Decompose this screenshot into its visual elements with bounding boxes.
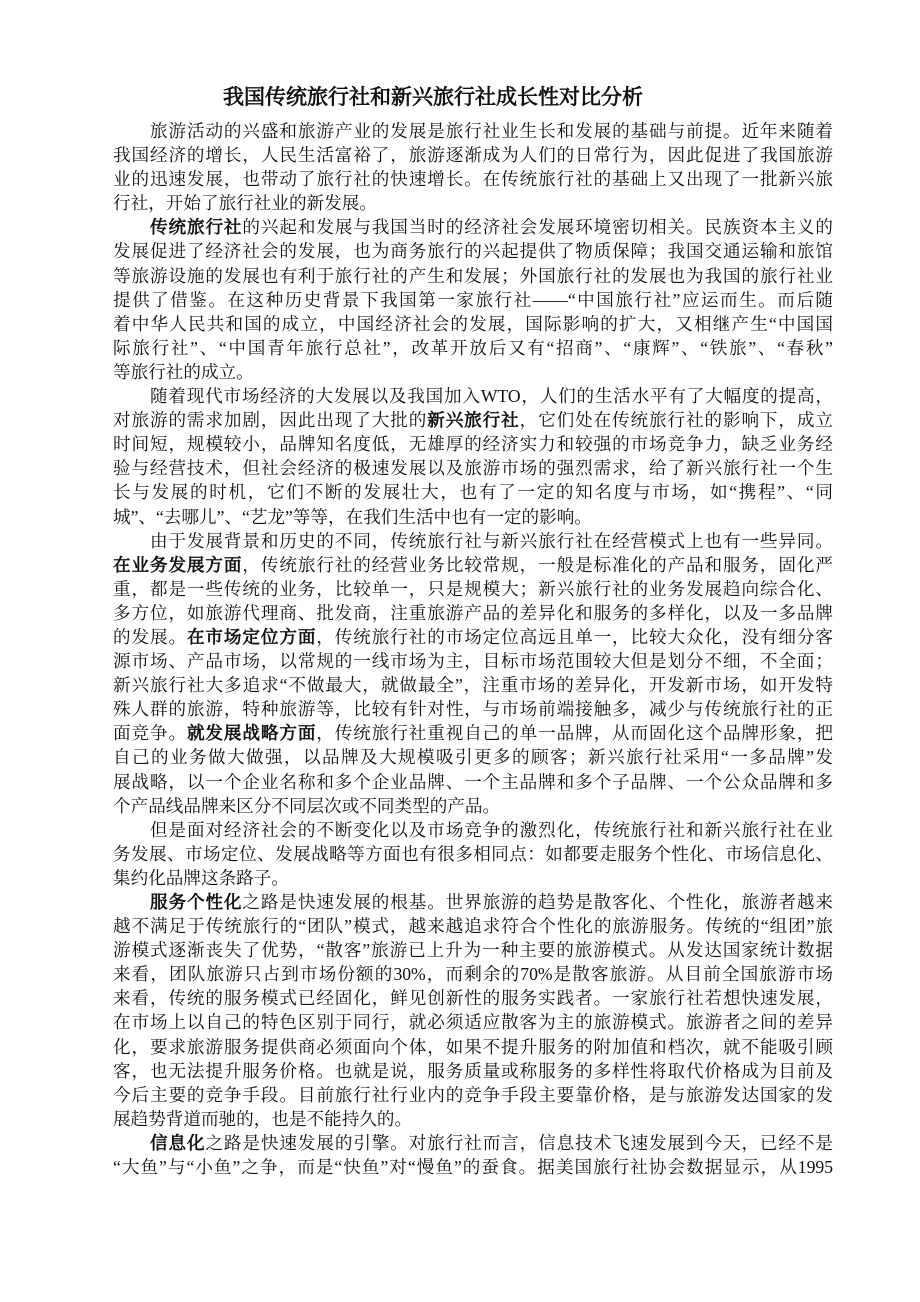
text-line [113,480,833,504]
bold-keyword: 信息化 [150,1133,206,1154]
text-line [113,553,833,577]
bold-keyword: 在市场定位方面 [186,627,317,648]
text-segment: 务发展、市场定位、发展战略等方面也有很多相同点：如都要走服务个性化、市场信息化、 [113,843,833,864]
bold-keyword: 在业务发展方面 [113,555,243,576]
text-segment: 着中华人民共和国的成立，中国经济社会的发展，国际影响的扩大，又相继产生“中国国 [113,313,833,334]
bold-keyword: 新兴旅行社 [427,411,520,432]
text-segment: 展战略，以一个企业名称和多个企业品牌、一个主品牌和多个子品牌、一个公众品牌和多 [113,771,833,792]
text-line [113,1010,833,1034]
document-title: 我国传统旅行社和新兴旅行社成长性对比分析 [223,85,643,109]
text-segment: 验与经营技术，但社会经济的极速发展以及旅游市场的强烈需求，给了新兴旅行社一个生 [113,458,833,479]
text-segment: 等旅行社的成立。 [113,361,254,382]
text-segment: 由于发展背景和历史的不同，传统旅行社与新兴旅行社在经营模式上也有一些异同。 [150,530,833,551]
text-segment: 提供了借鉴。在这种历史背景下我国第一家旅行社——“中国旅行社”应运而生。而后随 [113,289,833,310]
text-segment: ，传统旅行社的市场定位高远且单一，比较大众化，没有细分客 [316,626,833,647]
bold-keyword: 服务个性化 [150,893,243,913]
text-segment: 业的迅速发展，也带动了旅行社的快速增长。在传统旅行社的基础上又出现了一批新兴旅 [113,169,833,190]
text-line [113,986,833,1010]
text-segment: 城”、“去哪儿”、“艺龙”等等，在我们生活中也有一定的影响。 [113,506,592,527]
text-line [113,794,833,818]
text-line [113,962,833,986]
text-segment: 面竞争。 [113,723,187,744]
text-segment: 之路是快速发展的根基。世界旅游的趋势是散客化、个性化，旅游者越来 [242,892,833,912]
text-segment: 源市场、产品市场，以常规的一线市场为主，目标市场范围较大但是划分不细，不全面； [113,651,833,672]
text-line [113,336,833,360]
text-line [113,408,833,432]
text-segment: 长与发展的时机，它们不断的发展壮大，也有了一定的知名度与市场，如“携程”、“同 [113,482,833,503]
text-segment: 际旅行社”、“中国青年旅行总社”，改革开放后又有“招商”、“康辉”、“铁旅”、“春秋” [113,337,833,358]
text-segment: 重，都是一些传统的业务，比较单一，只是规模大；新兴旅行社的业务发展趋向综合化、 [113,578,833,599]
text-segment: 个产品线品牌来区分不同层次或不同类型的产品。 [113,795,501,816]
text-segment: 殊人群的旅游，特种旅游等，比较有针对性，与市场前端接触多，减少与传统旅行社的正 [113,699,833,720]
text-segment: 的发展。 [113,626,187,647]
text-line [113,745,833,769]
text-segment: 之路是快速发展的引擎。对旅行社而言，信息技术飞速发展到今天，已经不是 [205,1132,833,1153]
text-segment: “大鱼”与“小鱼”之争，而是“快鱼”对“慢鱼”的蚕食。据美国旅行社协会数据显示，从1995 [113,1157,833,1178]
text-line [113,721,833,745]
text-line [113,1059,833,1083]
text-segment: 展趋势背道而驰的，也是不能持久的。 [113,1108,413,1129]
text-line [113,770,833,794]
text-line [113,890,833,914]
bold-keyword: 就发展战略方面 [186,724,317,745]
text-line [113,264,833,288]
text-line [113,143,833,167]
text-line [113,1155,833,1179]
text-segment: 自己的业务做大做强，以品牌及大规模吸引更多的顾客；新兴旅行社采用“一多品牌”发 [113,747,833,768]
text-line [113,649,833,673]
text-segment: 发展促进了经济社会的发展，也为商务旅行的兴起提供了物质保障；我国交通运输和旅馆 [113,241,833,262]
text-segment: 化，要求旅游服务提供商必须面向个体，如果不提升服务的附加值和档次，就不能吸引顾 [113,1036,833,1057]
text-line [113,914,833,938]
text-line [113,577,833,601]
text-segment: 的兴起和发展与我国当时的经济社会发展环境密切相关。民族资本主义的 [242,217,833,238]
text-segment: 但是面对经济社会的不断变化以及市场竞争的激烈化，传统旅行社和新兴旅行社在业 [150,819,833,840]
text-line [113,866,833,890]
text-line [113,1083,833,1107]
text-segment: 集约化品牌这条路子。 [113,867,289,888]
text-segment: ，传统旅行社的经营业务比较常规，一般是标准化的产品和服务，固化严 [242,554,833,575]
text-line [113,432,833,456]
text-line [113,818,833,842]
text-segment: 旅游活动的兴盛和旅游产业的发展是旅行社业生长和发展的基础与前提。近年来随着 [150,121,833,141]
text-line [113,312,833,336]
text-segment: 我国经济的增长，人民生活富裕了，旅游逐渐成为人们的日常行为，因此促进了我国旅游 [113,145,833,166]
text-line [113,384,833,408]
text-line [113,697,833,721]
text-segment: 来看，传统的服务模式已经固化，鲜见创新性的服务实践者。一家旅行社若想快速发展， [113,988,833,1009]
text-line [113,505,833,529]
text-segment: 行社，开始了旅行社业的新发展。 [113,193,377,214]
text-segment: 等旅游设施的发展也有利于旅行社的产生和发展；外国旅行社的发展也为我国的旅行社业 [113,265,833,286]
text-segment: 多方位，如旅游代理商、批发商，注重旅游产品的差异化和服务的多样化，以及一多品牌 [113,602,833,623]
text-line [113,938,833,962]
text-line [113,842,833,866]
text-segment: 对旅游的需求加剧，因此出现了大批的 [113,410,428,431]
text-line [113,1035,833,1059]
text-line [113,456,833,480]
text-line [113,601,833,625]
document-body [113,119,833,1179]
text-line [113,288,833,312]
text-line [113,673,833,697]
text-line [113,167,833,191]
text-segment: ，它们处在传统旅行社的影响下，成立 [519,410,833,431]
bold-keyword: 传统旅行社 [150,218,243,239]
text-line [113,191,833,215]
text-line [113,529,833,553]
text-segment: 随着现代市场经济的大发展以及我国加入WTO，人们的生活水平有了大幅度的提高， [150,386,833,407]
text-segment: 客，也无法提升服务价格。也就是说，服务质量或称服务的多样性将取代价格成为目前及 [113,1060,833,1081]
text-line [113,215,833,239]
text-line [113,119,833,143]
text-segment: 游模式逐渐丧失了优势，“散客”旅游已上升为一种主要的旅游模式。从发达国家统计数据 [113,940,833,961]
text-segment: 今后主要的竞争手段。目前旅行社行业内的竞争手段主要靠价格，是与旅游发达国家的发 [113,1084,833,1105]
text-line [113,1131,833,1155]
text-segment: 来看，团队旅游只占到市场份额的30%，而剩余的70%是散客旅游。从目前全国旅游市场 [113,964,833,985]
text-segment: 时间短，规模较小，品牌知名度低，无雄厚的经济实力和较强的市场竞争力，缺乏业务经 [113,434,833,455]
text-line [113,625,833,649]
text-segment: 在市场上以自己的特色区别于同行，就必须适应散客为主的旅游模式。旅游者之间的差异 [113,1012,833,1033]
text-segment: ，传统旅行社重视自己的单一品牌，从而固化这个品牌形象，把 [316,723,833,744]
text-line [113,239,833,263]
text-segment: 新兴旅行社大多追求“不做最大，就做最全”，注重市场的差异化，开发新市场，如开发特 [113,675,833,696]
text-line [113,360,833,384]
text-line [113,1107,833,1131]
text-segment: 越不满足于传统旅行的“团队”模式，越来越追求符合个性化的旅游服务。传统的“组团”旅 [113,916,833,937]
